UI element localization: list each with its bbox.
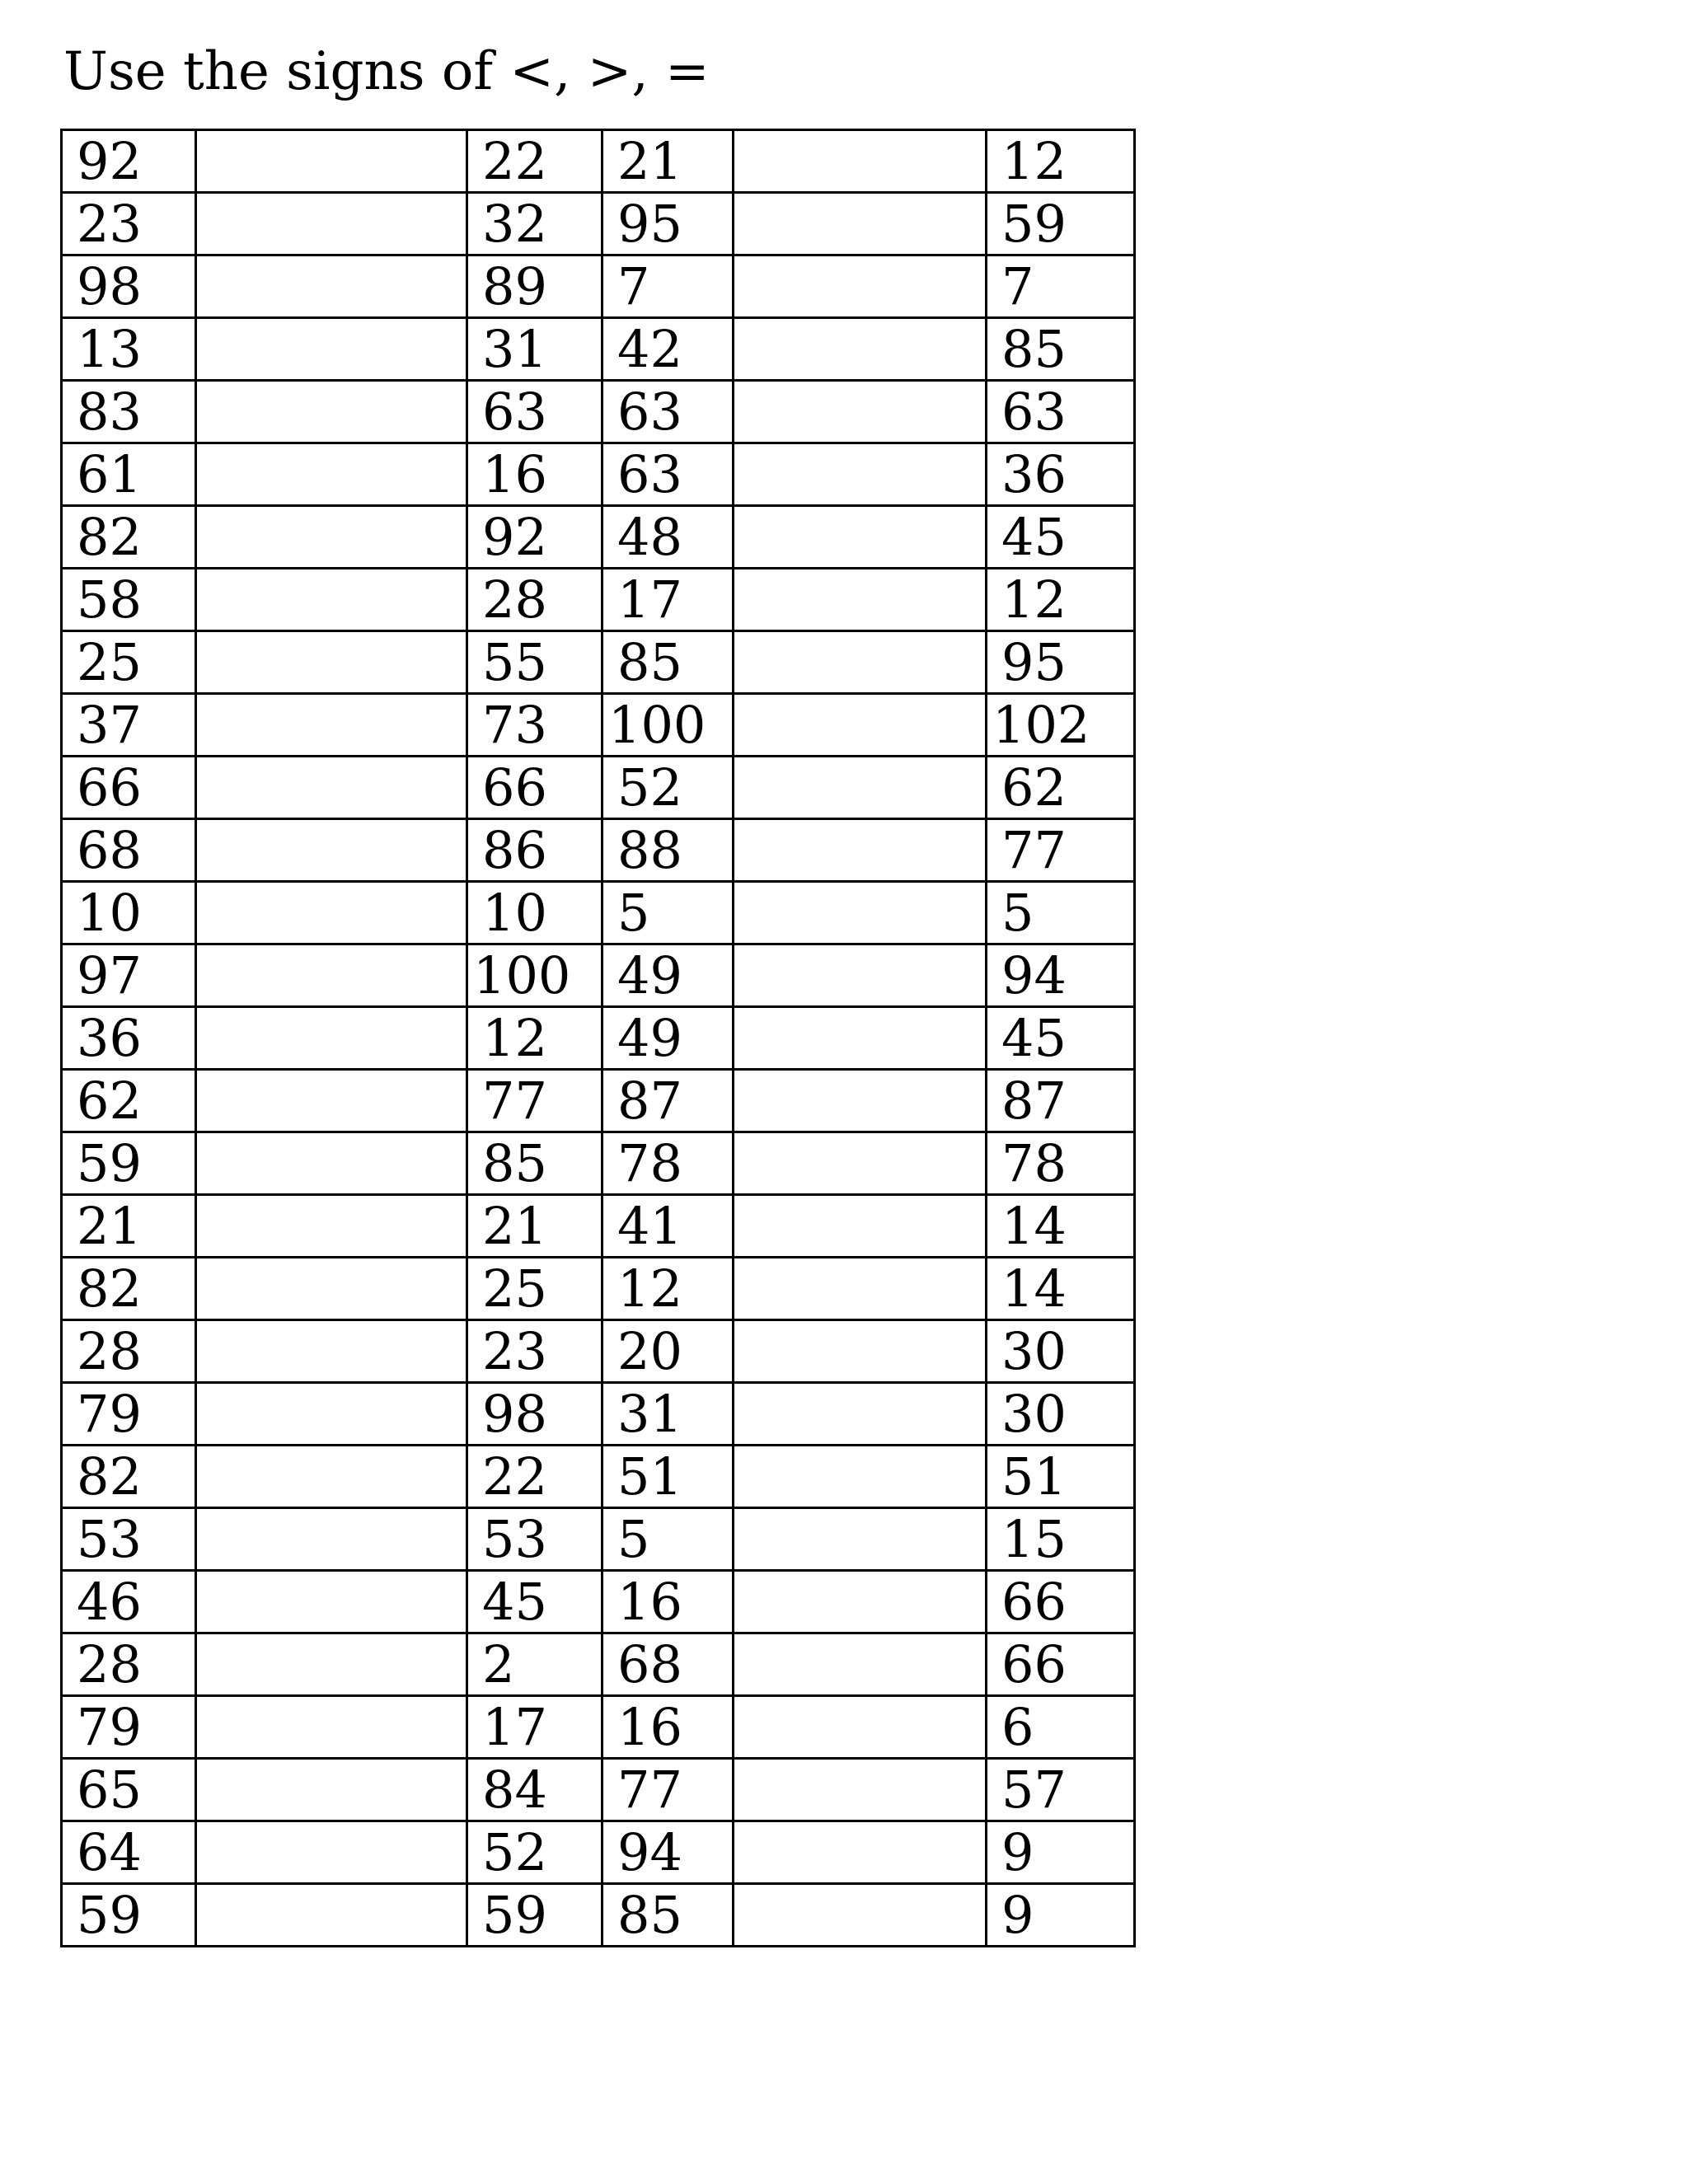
table-row bbox=[62, 694, 1135, 757]
right-number-2-cell: 66 bbox=[987, 1571, 1135, 1633]
right-number-cell: 10 bbox=[467, 882, 603, 944]
left-number-2-cell: 94 bbox=[603, 1821, 734, 1884]
right-number-cell: 84 bbox=[467, 1759, 603, 1821]
right-number-cell: 22 bbox=[467, 130, 603, 193]
right-number-2-cell: 30 bbox=[987, 1320, 1135, 1383]
answer-slot-cell[interactable] bbox=[196, 193, 467, 255]
left-number-cell: 66 bbox=[62, 757, 196, 819]
left-number-2-cell: 63 bbox=[603, 381, 734, 443]
answer-slot-2-cell[interactable] bbox=[734, 443, 987, 506]
answer-slot-2-cell[interactable] bbox=[734, 1258, 987, 1320]
left-number-2-cell: 63 bbox=[603, 443, 734, 506]
answer-slot-2-cell[interactable] bbox=[734, 1571, 987, 1633]
answer-slot-2-cell[interactable] bbox=[734, 193, 987, 255]
left-number-cell: 82 bbox=[62, 1258, 196, 1320]
right-number-cell: 12 bbox=[467, 1007, 603, 1070]
right-number-2-cell: 77 bbox=[987, 819, 1135, 882]
table-row bbox=[62, 1007, 1135, 1070]
table-row bbox=[62, 443, 1135, 506]
left-number-2-cell: 77 bbox=[603, 1759, 734, 1821]
answer-slot-cell[interactable] bbox=[196, 1320, 467, 1383]
left-number-cell: 36 bbox=[62, 1007, 196, 1070]
left-number-2-cell: 41 bbox=[603, 1195, 734, 1258]
left-number-cell: 83 bbox=[62, 381, 196, 443]
right-number-cell: 2 bbox=[467, 1633, 603, 1696]
left-number-2-cell: 49 bbox=[603, 944, 734, 1007]
left-number-cell: 53 bbox=[62, 1508, 196, 1571]
answer-slot-2-cell[interactable] bbox=[734, 506, 987, 569]
right-number-cell: 16 bbox=[467, 443, 603, 506]
right-number-2-cell: 45 bbox=[987, 506, 1135, 569]
left-number-cell: 37 bbox=[62, 694, 196, 757]
right-number-cell: 63 bbox=[467, 381, 603, 443]
right-number-cell: 55 bbox=[467, 631, 603, 694]
right-number-cell: 45 bbox=[467, 1571, 603, 1633]
table-row bbox=[62, 1258, 1135, 1320]
table-row bbox=[62, 255, 1135, 318]
answer-slot-cell[interactable] bbox=[196, 443, 467, 506]
table-row bbox=[62, 130, 1135, 193]
right-number-2-cell: 12 bbox=[987, 130, 1135, 193]
answer-slot-cell[interactable] bbox=[196, 1383, 467, 1446]
left-number-cell: 62 bbox=[62, 1070, 196, 1132]
right-number-cell: 86 bbox=[467, 819, 603, 882]
answer-slot-2-cell[interactable] bbox=[734, 1759, 987, 1821]
comparison-table bbox=[60, 129, 1136, 1947]
answer-slot-2-cell[interactable] bbox=[734, 1446, 987, 1508]
answer-slot-2-cell[interactable] bbox=[734, 381, 987, 443]
right-number-2-cell: 9 bbox=[987, 1821, 1135, 1884]
right-number-cell: 77 bbox=[467, 1070, 603, 1132]
left-number-cell: 13 bbox=[62, 318, 196, 381]
left-number-cell: 10 bbox=[62, 882, 196, 944]
answer-slot-2-cell[interactable] bbox=[734, 694, 987, 757]
left-number-cell: 98 bbox=[62, 255, 196, 318]
right-number-cell: 59 bbox=[467, 1884, 603, 1947]
table-row bbox=[62, 1633, 1135, 1696]
left-number-2-cell: 16 bbox=[603, 1696, 734, 1759]
left-number-2-cell: 31 bbox=[603, 1383, 734, 1446]
right-number-cell: 28 bbox=[467, 569, 603, 631]
table-row bbox=[62, 631, 1135, 694]
left-number-2-cell: 85 bbox=[603, 631, 734, 694]
right-number-2-cell: 6 bbox=[987, 1696, 1135, 1759]
answer-slot-2-cell[interactable] bbox=[734, 882, 987, 944]
left-number-2-cell: 95 bbox=[603, 193, 734, 255]
left-number-cell: 25 bbox=[62, 631, 196, 694]
right-number-2-cell: 66 bbox=[987, 1633, 1135, 1696]
right-number-cell: 92 bbox=[467, 506, 603, 569]
left-number-2-cell: 51 bbox=[603, 1446, 734, 1508]
answer-slot-cell[interactable] bbox=[196, 1258, 467, 1320]
answer-slot-2-cell[interactable] bbox=[734, 631, 987, 694]
left-number-2-cell: 5 bbox=[603, 1508, 734, 1571]
right-number-cell: 100 bbox=[467, 944, 603, 1007]
right-number-2-cell: 85 bbox=[987, 318, 1135, 381]
answer-slot-cell[interactable] bbox=[196, 1759, 467, 1821]
left-number-cell: 28 bbox=[62, 1633, 196, 1696]
right-number-cell: 17 bbox=[467, 1696, 603, 1759]
left-number-2-cell: 68 bbox=[603, 1633, 734, 1696]
answer-slot-2-cell[interactable] bbox=[734, 1633, 987, 1696]
answer-slot-cell[interactable] bbox=[196, 1132, 467, 1195]
table-row bbox=[62, 506, 1135, 569]
left-number-2-cell: 20 bbox=[603, 1320, 734, 1383]
left-number-cell: 58 bbox=[62, 569, 196, 631]
answer-slot-cell[interactable] bbox=[196, 1571, 467, 1633]
right-number-cell: 23 bbox=[467, 1320, 603, 1383]
answer-slot-cell[interactable] bbox=[196, 1508, 467, 1571]
right-number-2-cell: 51 bbox=[987, 1446, 1135, 1508]
right-number-cell: 31 bbox=[467, 318, 603, 381]
right-number-2-cell: 14 bbox=[987, 1195, 1135, 1258]
table-row bbox=[62, 1070, 1135, 1132]
answer-slot-cell[interactable] bbox=[196, 1821, 467, 1884]
right-number-2-cell: 15 bbox=[987, 1508, 1135, 1571]
table-row bbox=[62, 1383, 1135, 1446]
right-number-2-cell: 57 bbox=[987, 1759, 1135, 1821]
left-number-cell: 79 bbox=[62, 1696, 196, 1759]
answer-slot-2-cell[interactable] bbox=[734, 1007, 987, 1070]
answer-slot-2-cell[interactable] bbox=[734, 1383, 987, 1446]
table-row bbox=[62, 1320, 1135, 1383]
table-row bbox=[62, 569, 1135, 631]
right-number-2-cell: 45 bbox=[987, 1007, 1135, 1070]
answer-slot-2-cell[interactable] bbox=[734, 1320, 987, 1383]
left-number-2-cell: 17 bbox=[603, 569, 734, 631]
right-number-2-cell: 12 bbox=[987, 569, 1135, 631]
left-number-cell: 82 bbox=[62, 1446, 196, 1508]
answer-slot-2-cell[interactable] bbox=[734, 1508, 987, 1571]
right-number-2-cell: 36 bbox=[987, 443, 1135, 506]
answer-slot-cell[interactable] bbox=[196, 130, 467, 193]
answer-slot-2-cell[interactable] bbox=[734, 255, 987, 318]
right-number-cell: 32 bbox=[467, 193, 603, 255]
table-row bbox=[62, 1571, 1135, 1633]
right-number-cell: 21 bbox=[467, 1195, 603, 1258]
left-number-cell: 82 bbox=[62, 506, 196, 569]
left-number-cell: 65 bbox=[62, 1759, 196, 1821]
right-number-2-cell: 78 bbox=[987, 1132, 1135, 1195]
right-number-2-cell: 59 bbox=[987, 193, 1135, 255]
right-number-2-cell: 7 bbox=[987, 255, 1135, 318]
right-number-cell: 85 bbox=[467, 1132, 603, 1195]
table-row bbox=[62, 1821, 1135, 1884]
left-number-2-cell: 52 bbox=[603, 757, 734, 819]
left-number-cell: 21 bbox=[62, 1195, 196, 1258]
answer-slot-2-cell[interactable] bbox=[734, 318, 987, 381]
answer-slot-cell[interactable] bbox=[196, 1007, 467, 1070]
right-number-2-cell: 62 bbox=[987, 757, 1135, 819]
answer-slot-2-cell[interactable] bbox=[734, 1132, 987, 1195]
right-number-2-cell: 14 bbox=[987, 1258, 1135, 1320]
left-number-cell: 23 bbox=[62, 193, 196, 255]
right-number-cell: 98 bbox=[467, 1383, 603, 1446]
left-number-cell: 59 bbox=[62, 1132, 196, 1195]
answer-slot-cell[interactable] bbox=[196, 255, 467, 318]
right-number-2-cell: 30 bbox=[987, 1383, 1135, 1446]
left-number-cell: 68 bbox=[62, 819, 196, 882]
answer-slot-2-cell[interactable] bbox=[734, 1821, 987, 1884]
answer-slot-2-cell[interactable] bbox=[734, 819, 987, 882]
answer-slot-cell[interactable] bbox=[196, 1633, 467, 1696]
right-number-2-cell: 5 bbox=[987, 882, 1135, 944]
answer-slot-cell[interactable] bbox=[196, 1884, 467, 1947]
answer-slot-cell[interactable] bbox=[196, 1195, 467, 1258]
answer-slot-cell[interactable] bbox=[196, 1070, 467, 1132]
right-number-2-cell: 87 bbox=[987, 1070, 1135, 1132]
left-number-cell: 28 bbox=[62, 1320, 196, 1383]
right-number-2-cell: 95 bbox=[987, 631, 1135, 694]
left-number-2-cell: 5 bbox=[603, 882, 734, 944]
answer-slot-2-cell[interactable] bbox=[734, 1884, 987, 1947]
answer-slot-2-cell[interactable] bbox=[734, 1696, 987, 1759]
answer-slot-2-cell[interactable] bbox=[734, 757, 987, 819]
left-number-cell: 79 bbox=[62, 1383, 196, 1446]
answer-slot-2-cell[interactable] bbox=[734, 944, 987, 1007]
right-number-cell: 89 bbox=[467, 255, 603, 318]
left-number-2-cell: 16 bbox=[603, 1571, 734, 1633]
right-number-cell: 66 bbox=[467, 757, 603, 819]
answer-slot-cell[interactable] bbox=[196, 757, 467, 819]
right-number-cell: 53 bbox=[467, 1508, 603, 1571]
answer-slot-cell[interactable] bbox=[196, 569, 467, 631]
left-number-2-cell: 100 bbox=[603, 694, 734, 757]
left-number-cell: 46 bbox=[62, 1571, 196, 1633]
table-row bbox=[62, 381, 1135, 443]
right-number-cell: 73 bbox=[467, 694, 603, 757]
left-number-2-cell: 88 bbox=[603, 819, 734, 882]
answer-slot-cell[interactable] bbox=[196, 318, 467, 381]
answer-slot-2-cell[interactable] bbox=[734, 1070, 987, 1132]
right-number-2-cell: 9 bbox=[987, 1884, 1135, 1947]
answer-slot-2-cell[interactable] bbox=[734, 130, 987, 193]
answer-slot-cell[interactable] bbox=[196, 882, 467, 944]
answer-slot-cell[interactable] bbox=[196, 819, 467, 882]
table-row bbox=[62, 757, 1135, 819]
table-row bbox=[62, 882, 1135, 944]
right-number-2-cell: 63 bbox=[987, 381, 1135, 443]
right-number-cell: 22 bbox=[467, 1446, 603, 1508]
right-number-cell: 52 bbox=[467, 1821, 603, 1884]
left-number-2-cell: 85 bbox=[603, 1884, 734, 1947]
table-row bbox=[62, 1446, 1135, 1508]
left-number-cell: 97 bbox=[62, 944, 196, 1007]
table-row bbox=[62, 1195, 1135, 1258]
left-number-2-cell: 49 bbox=[603, 1007, 734, 1070]
left-number-cell: 64 bbox=[62, 1821, 196, 1884]
table-row bbox=[62, 193, 1135, 255]
table-row bbox=[62, 819, 1135, 882]
left-number-2-cell: 42 bbox=[603, 318, 734, 381]
table-row bbox=[62, 1508, 1135, 1571]
answer-slot-2-cell[interactable] bbox=[734, 569, 987, 631]
left-number-2-cell: 78 bbox=[603, 1132, 734, 1195]
table-row bbox=[62, 1884, 1135, 1947]
answer-slot-cell[interactable] bbox=[196, 506, 467, 569]
table-row bbox=[62, 318, 1135, 381]
left-number-2-cell: 7 bbox=[603, 255, 734, 318]
left-number-cell: 59 bbox=[62, 1884, 196, 1947]
left-number-2-cell: 87 bbox=[603, 1070, 734, 1132]
right-number-2-cell: 94 bbox=[987, 944, 1135, 1007]
left-number-2-cell: 21 bbox=[603, 130, 734, 193]
right-number-cell: 25 bbox=[467, 1258, 603, 1320]
answer-slot-cell[interactable] bbox=[196, 944, 467, 1007]
answer-slot-2-cell[interactable] bbox=[734, 1195, 987, 1258]
left-number-cell: 61 bbox=[62, 443, 196, 506]
answer-slot-cell[interactable] bbox=[196, 1696, 467, 1759]
table-row bbox=[62, 944, 1135, 1007]
answer-slot-cell[interactable] bbox=[196, 631, 467, 694]
table-row bbox=[62, 1132, 1135, 1195]
left-number-2-cell: 48 bbox=[603, 506, 734, 569]
table-row bbox=[62, 1759, 1135, 1821]
answer-slot-cell[interactable] bbox=[196, 1446, 467, 1508]
instruction-text: Use the signs of <, >, = bbox=[63, 41, 710, 102]
left-number-2-cell: 12 bbox=[603, 1258, 734, 1320]
answer-slot-cell[interactable] bbox=[196, 694, 467, 757]
right-number-2-cell: 102 bbox=[987, 694, 1135, 757]
answer-slot-cell[interactable] bbox=[196, 381, 467, 443]
left-number-cell: 92 bbox=[62, 130, 196, 193]
table-row bbox=[62, 1696, 1135, 1759]
